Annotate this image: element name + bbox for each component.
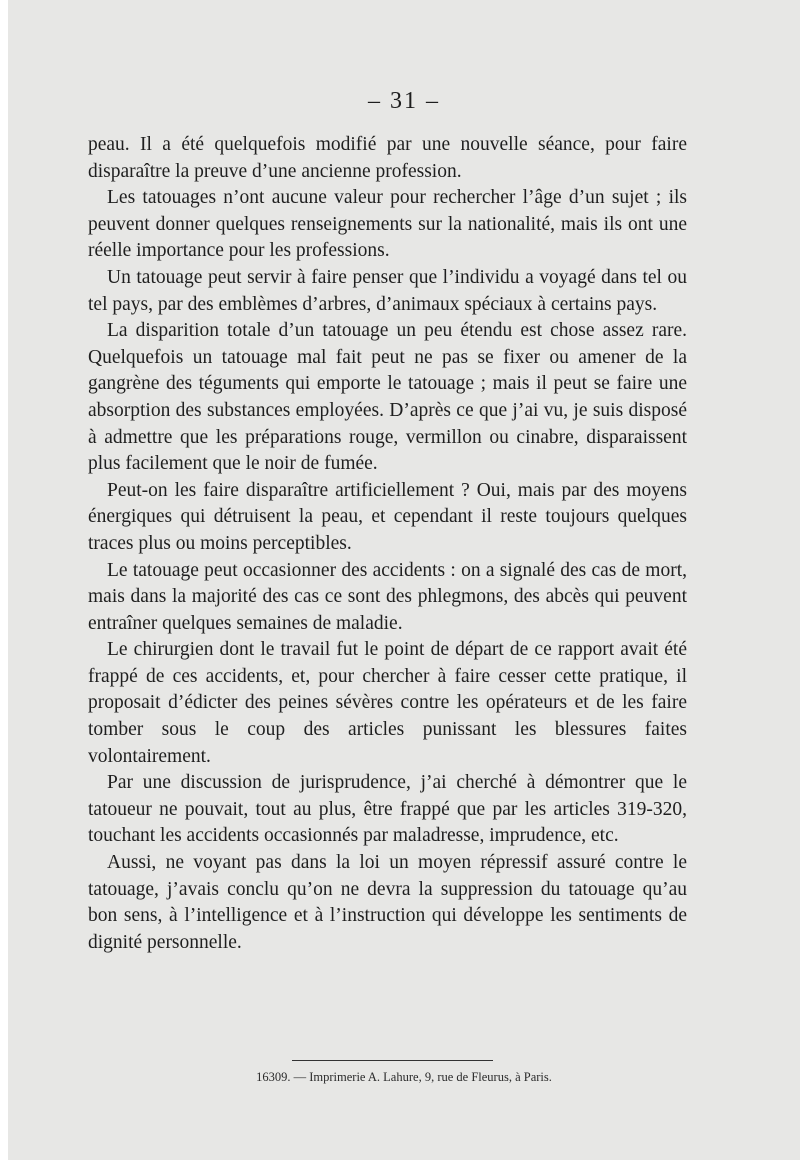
book-page: [8, 0, 800, 1160]
paragraph-7: Le chirurgien dont le travail fut le point de départ de ce rapport avait été frappé de ces accidents, et, pour chercher à faire cesser cette pratique, il proposait d’édicter des peines sévères contre les opérateurs et de les faire tomber sous le coup des articles punissant les blessures faites volontairement.: [88, 639, 687, 767]
paragraph-6: Le tatouage peut occasionner des accidents : on a signalé des cas de mort, mais dans la majorité des cas ce sont des phlegmons, des abcès qui peuvent entraîner quelques semaines de maladie.: [88, 559, 687, 634]
paragraph-9: Aussi, ne voyant pas dans la loi un moyen répressif assuré contre le tatouage, j’avais conclu qu’on ne devra la suppression du tatouage qu’au bon sens, à l’intelligence et à l’instruction qui développe les sentiments de dignité personnelle.: [88, 852, 687, 953]
paragraph-1: peau. Il a été quelquefois modifié par une nouvelle séance, pour faire disparaître la preuve d’une ancienne profession.: [88, 134, 687, 182]
paragraph-8: Par une discussion de jurisprudence, j’ai cherché à démontrer que le tatoueur ne pouvait, tout au plus, être frappé que par les articles 319-320, touchant les accidents occasionnés par maladresse, imprudence, etc.: [88, 772, 687, 847]
page-number: – 31 –: [368, 88, 440, 114]
paragraph-4: La disparition totale d’un tatouage un peu étendu est chose assez rare. Quelquefois un tatouage mal fait peut ne pas se fixer ou amener de la gangrène des téguments qui emporte le tatouage ; mais il peut se faire une absorption des substances employées. D’après ce que j’ai vu, je suis disposé à admettre que les préparations rouge, vermillon ou cinabre, disparaissent plus facilement que le noir de fumée.: [88, 320, 687, 475]
printer-imprint: 16309. — Imprimerie A. Lahure, 9, rue de Fleurus, à Paris.: [256, 1070, 552, 1084]
footer-rule: [292, 1060, 493, 1061]
body-text: [88, 132, 687, 956]
paragraph-3: Un tatouage peut servir à faire penser que l’individu a voyagé dans tel ou tel pays, par des emblèmes d’arbres, d’animaux spéciaux à certains pays.: [88, 266, 687, 315]
paragraph-5: Peut-on les faire disparaître artificiellement ? Oui, mais par des moyens énergiques qui détruisent la peau, et cependant il reste toujours quelques traces plus ou moins perceptibles.: [88, 479, 687, 554]
paragraph-2: Les tatouages n’ont aucune valeur pour rechercher l’âge d’un sujet ; ils peuvent donner quelques renseignements sur la nationalité, mais ils ont une réelle importance pour les professions.: [88, 187, 687, 262]
